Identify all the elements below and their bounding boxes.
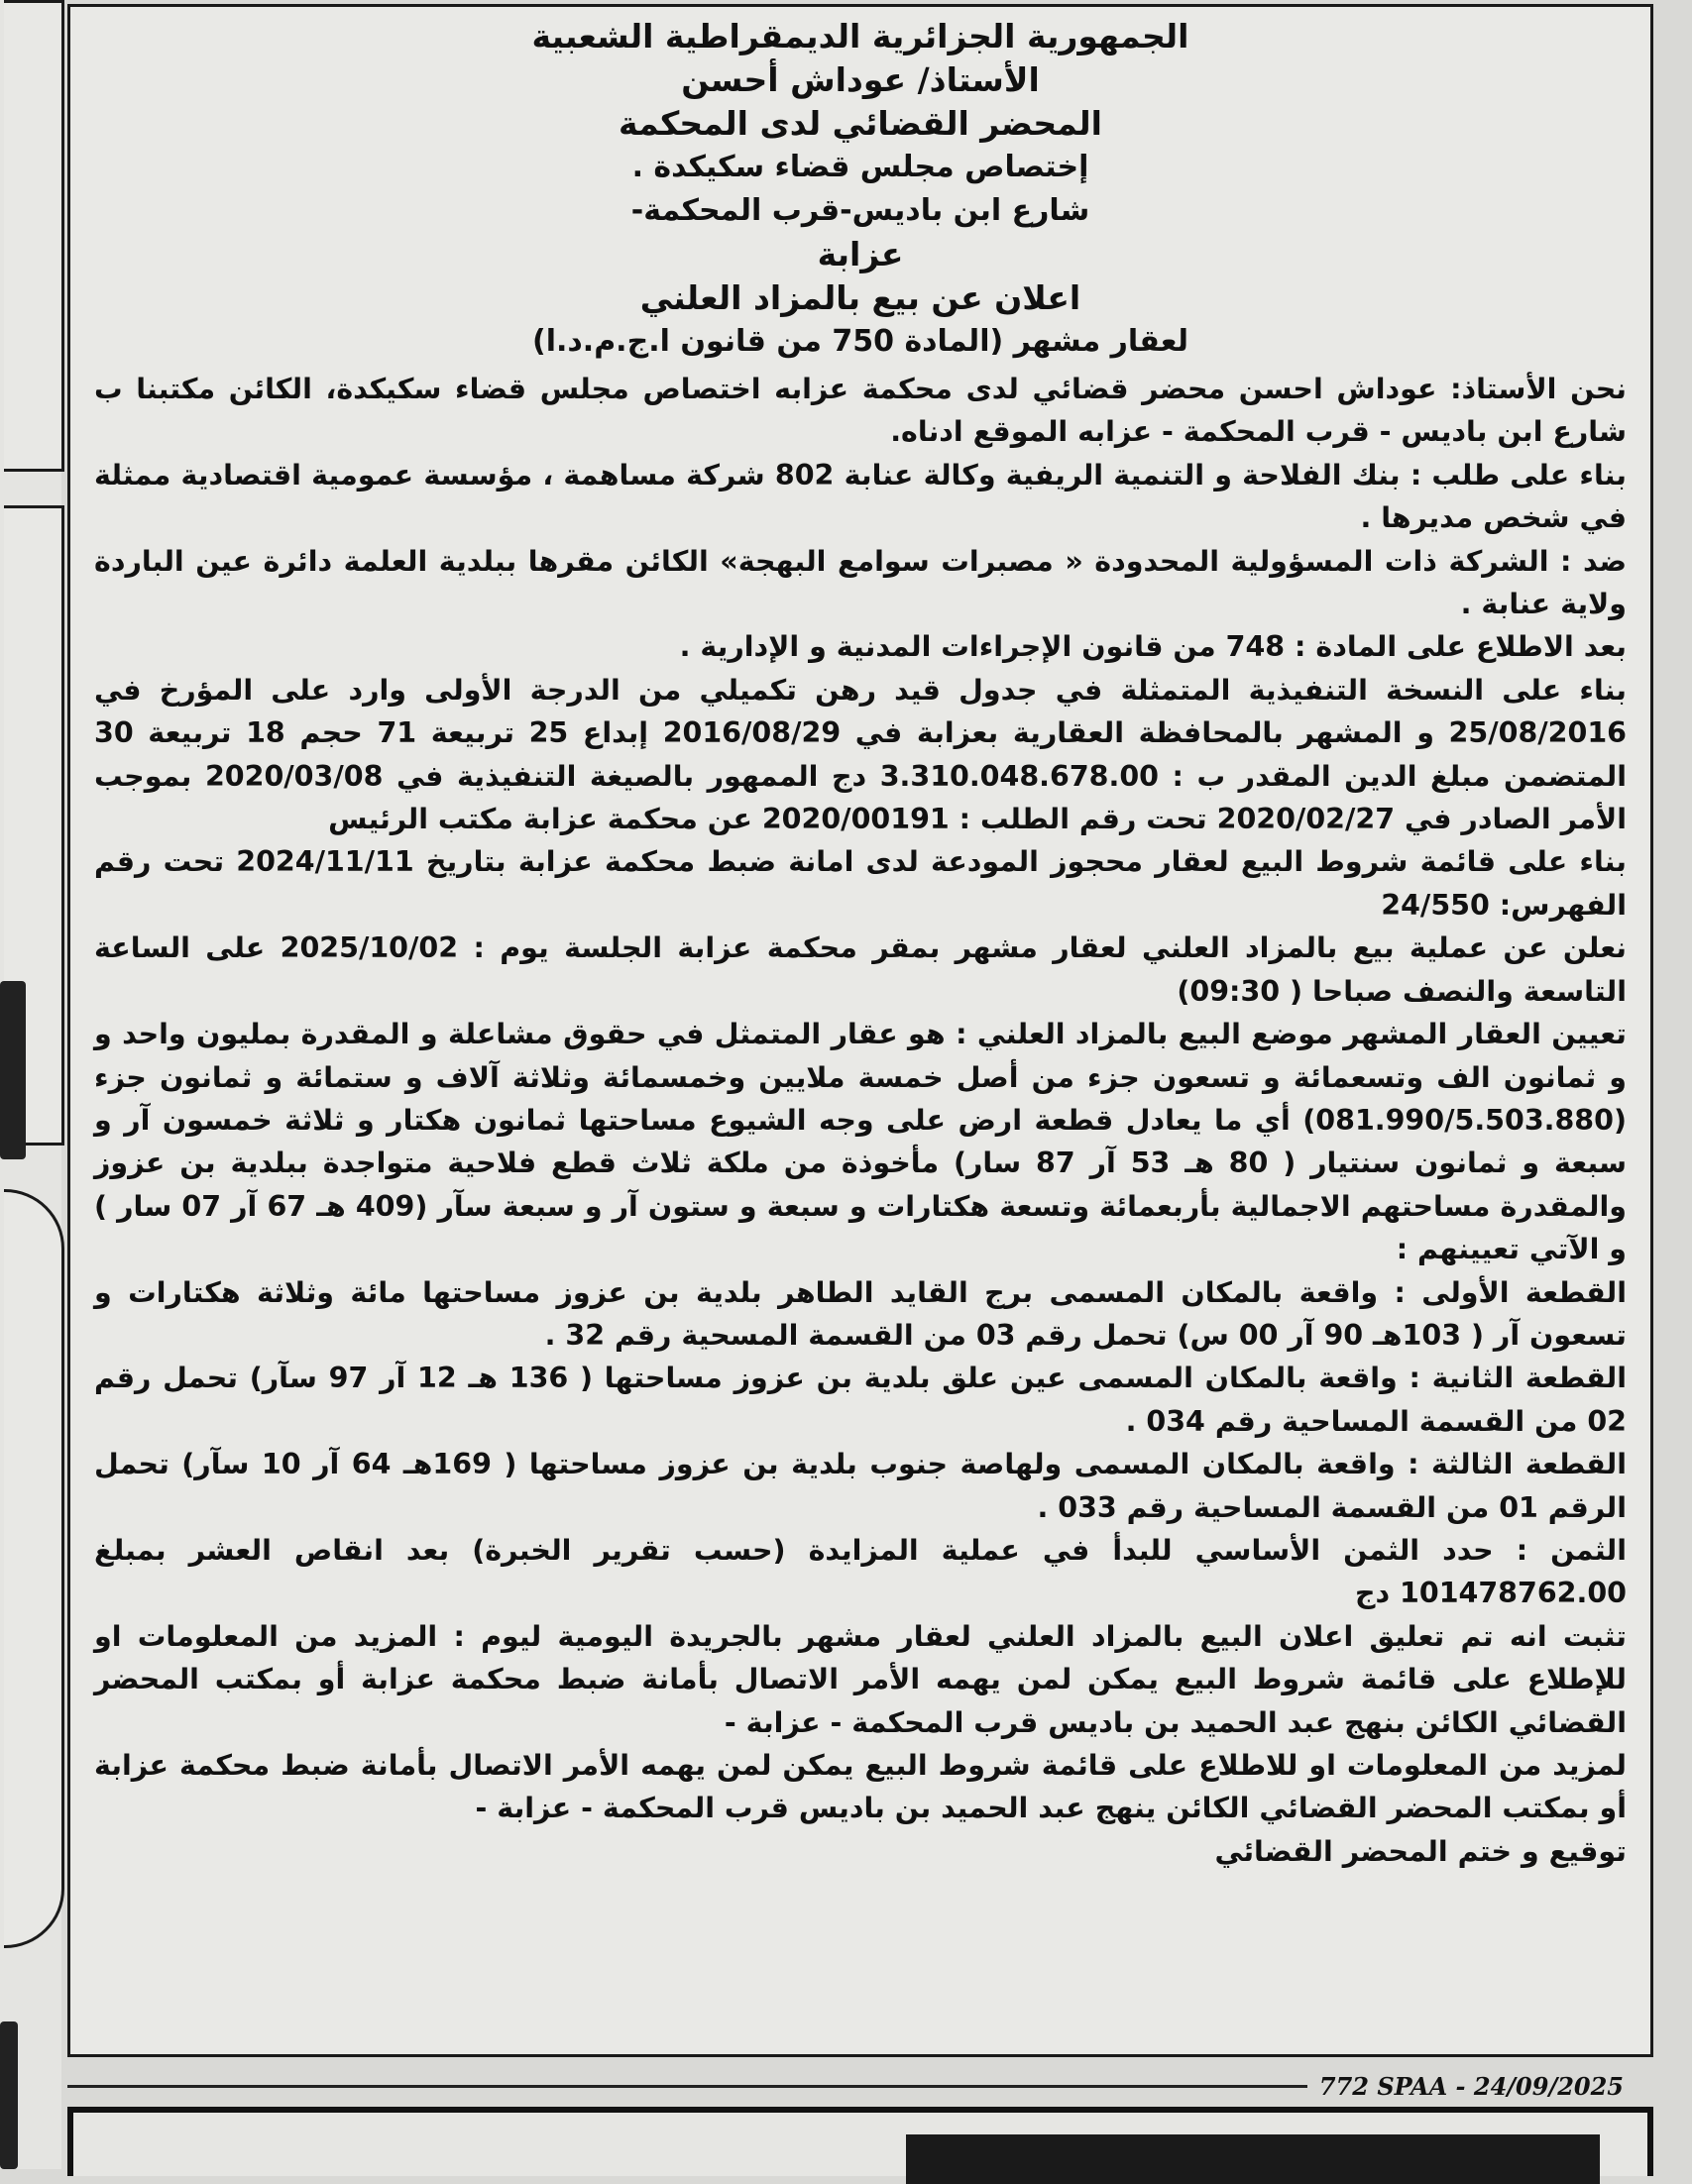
notice-header xyxy=(94,15,1627,364)
body-paragraph: بناء على النسخة التنفيذية المتمثلة في جدول قيد رهن تكميلي من الدرجة الأولى وارد على المؤرخ في 25/08/2016 و المشهر بالمحافظة العقارية بعزابة في 2016/08/29 إبداع 25 تربيعة 71 حجم 18 تربيعة 30 المتضمن مبلغ الدين المقدر ب : 3.310.048.678.00 دج الممهور بالصيغة التنفيذية في 2020/03/08 بموجب الأمر الصادر في 2020/02/27 تحت رقم الطلب : 2020/00191 عن محكمة عزابة مكتب الرئيس xyxy=(94,673,1628,836)
footer-reference: 772 SPAA - 24/09/2025 xyxy=(1318,2071,1624,2101)
body-paragraph: القطعة الثانية : واقعة بالمكان المسمى عين علق بلدية بن عزوز مساحتها ( 136 هـ 12 آر 97 سآر) تحمل رقم 02 من القسمة المساحية رقم 034 . xyxy=(94,1362,1627,1438)
next-notice-header-bar xyxy=(906,2134,1600,2184)
next-notice-fragment xyxy=(67,2107,1653,2176)
body-paragraph: نحن الأستاذ: عوداش احسن محضر قضائي لدى محكمة عزابه اختصاص مجلس قضاء سكيكدة، الكائن مكتبنا ب شارع ابن باديس - قرب المحكمة - عزابه الموقع ادناه. xyxy=(94,373,1627,449)
body-paragraph: تثبت انه تم تعليق اعلان البيع بالمزاد العلني لعقار مشهر بالجريدة اليومية ليوم : المزيد من المعلومات او للإطلاع على قائمة شروط البيع يمكن لمن يهمه الأمر الاتصال بأمانة ضبط محكمة عزابة أو بمكتب المحضر القضائي الكائن بنهج عبد الحميد بن باديس قرب المحكمة - عزابة - xyxy=(94,1619,1627,1739)
body-paragraph: بناء على طلب : بنك الفلاحة و التنمية الريفية وكالة عنابة 802 شركة مساهمة ، مؤسسة عمومية اقتصادية ممثلة في شخص مديرها . xyxy=(94,458,1627,535)
adjacent-box-lower xyxy=(4,1189,64,1948)
adjacent-column-fragment xyxy=(0,0,61,2169)
notice-body xyxy=(94,368,1627,1873)
header-line: شارع ابن باديس-قرب المحكمة- xyxy=(630,193,1090,228)
body-paragraph: القطعة الثالثة : واقعة بالمكان المسمى ولهاصة جنوب بلدية بن عزوز مساحتها ( 169هـ 64 آر 10 سآر) تحمل الرقم 01 من القسمة المساحية رقم 033 . xyxy=(94,1448,1627,1524)
body-paragraph: تعيين العقار المشهر موضع البيع بالمزاد العلني : هو عقار المتمثل في حقوق مشاعلة و المقدرة بمليون واحد و و ثمانون الف وتسعمائة و تسعون جزء من أصل خمسة ملايين وخمسمائة وثلاثة آلاف و ستمائة و ثمانون جزء (081.990/5.503.880) أي ما يعادل قطعة ارض على وجه الشيوع مساحتها ثمانون هكتار و ثلاثة خمسون آر و سبعة و ثمانون سنتيار ( 80 هـ 53 آر 87 سار) مأخوذة من ملكة ثلاث قطع فلاحية متواجدة ببلدية بن عزوز والمقدرة مساحتهم الاجمالية بأربعمائة وتسعة هكتارات و سبعة و ستون آر و سبعة سآر (409 هـ 67 آر 07 سار ) و الآتي تعيينهم : xyxy=(94,1018,1627,1266)
body-paragraph: بعد الاطلاع على المادة : 748 من قانون الإجراءات المدنية و الإدارية . xyxy=(679,630,1627,664)
body-paragraph: بناء على قائمة شروط البيع لعقار محجوز المودعة لدى امانة ضبط محكمة عزابة بتاريخ 2024/11/11 تحت رقم الفهرس: 24/550 xyxy=(94,845,1627,922)
body-paragraph: نعلن عن عملية بيع بالمزاد العلني لعقار مشهر بمقر محكمة عزابة الجلسة يوم : 2025/10/02 على الساعة التاسعة والنصف صباحا ( 09:30) xyxy=(94,931,1627,1008)
header-line: عزابة xyxy=(817,235,904,273)
header-line: اعلان عن بيع بالمزاد العلني xyxy=(639,278,1081,317)
header-line: لعقار مشهر (المادة 750 من قانون ا.ج.م.د.ا) xyxy=(532,324,1188,359)
adjacent-edge-fragment xyxy=(0,2021,18,2169)
header-line: الأستاذ/ عوداش أحسن xyxy=(681,60,1040,99)
signature-line: توقيع و ختم المحضر القضائي xyxy=(1214,1834,1627,1868)
header-line: الجمهورية الجزائرية الديمقراطية الشعبية xyxy=(531,17,1189,55)
header-line: إختصاص مجلس قضاء سكيكدة . xyxy=(631,150,1089,184)
adjacent-image-fragment xyxy=(0,981,26,1159)
body-paragraph: القطعة الأولى : واقعة بالمكان المسمى برج القايد الطاهر بلدية بن عزوز مساحتها مائة وثلاثة هكتارات و تسعون آر ( 103هـ 90 آر 00 س) تحمل رقم 03 من القسمة المسحية رقم 32 . xyxy=(94,1275,1627,1352)
body-paragraph: ضد : الشركة ذات المسؤولية المحدودة « مصبرات سوامع البهجة» الكائن مقرها ببلدية العلمة دائرة عين الباردة ولاية عنابة . xyxy=(94,544,1627,621)
adjacent-box-top xyxy=(4,0,64,472)
body-paragraph: الثمن : حدد الثمن الأساسي للبدأ في عملية المزايدة (حسب تقرير الخبرة) بعد انقاص العشر بمبلغ 101478762.00 دج xyxy=(94,1533,1627,1610)
auction-notice xyxy=(67,4,1653,2057)
header-line: المحضر القضائي لدى المحكمة xyxy=(619,104,1102,143)
footer-rule xyxy=(67,2085,1307,2088)
body-paragraph: لمزيد من المعلومات او للاطلاع على قائمة شروط البيع يمكن لمن يهمه الأمر الاتصال بأمانة ضبط محكمة عزابة أو بمكتب المحضر القضائي الكائن ينهج عبد الحميد بن باديس قرب المحكمة - عزابة - xyxy=(94,1749,1627,1825)
page-footer xyxy=(67,2071,1653,2101)
